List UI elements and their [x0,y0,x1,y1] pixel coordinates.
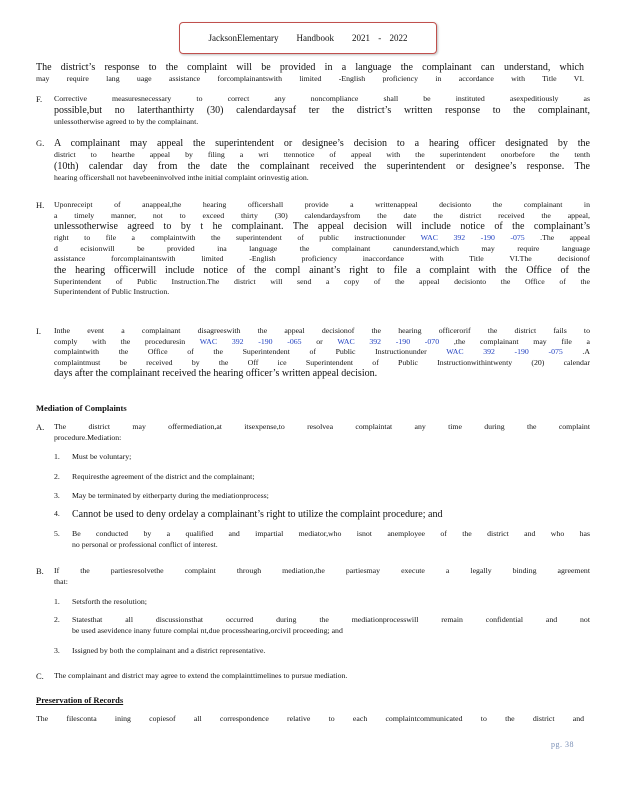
intro-line: The district’s response to the complaint will be provided in a language the complainant can understand, which [36,62,584,73]
item-line: assistance forcomplainantswith limited -English proficiency inaccordance with Title VI.The decisionof [54,254,590,263]
item-line: right to file a complaintwith the superintendent of public instructionunder WAC 392 -190 -075 .The appeal [54,233,590,242]
item-line: hearing officershall not havebeeninvolved inthe initial complaint orinvestig ation. [54,172,309,182]
item-line: Superintendent of Public Instruction. [54,287,170,296]
intro-line: may require lang uage assistance forcomplainantswith limited -English proficiency in accordance with Title VI. [36,74,584,83]
item-marker: B. [36,566,44,576]
item-marker: C. [36,671,44,681]
item-marker: A. [36,422,45,432]
item-line: the hearing officerwill include notice of the compl ainant’s right to file a complaint with the Office of the [54,264,590,276]
item-line: If the partiesresolvethe complaint through mediation,the partiesmay execute a legally binding agreement [54,566,590,575]
item-line: procedure.Mediation: [54,432,122,442]
item-marker: I. [36,326,41,336]
page-number: pg. 38 [551,740,574,749]
item-line: Corrective measuresnecessary to correct any noncompliance shall be instituted asexpeditiously as [54,94,590,103]
item-line: Superintendent of Public Instruction.The district will send a copy of the appeal decisionto the Office of the [54,276,590,286]
item-line: that: [54,576,68,586]
item-line: The complainant and district may agree to extend the complainttimelines to pursue mediation. [54,671,348,680]
intro-paragraph [36,62,584,85]
preservation-heading: Preservation of Records [36,695,124,705]
item-line: complaintmust be received by the Off ice Superintendent of Public Instructionwithintwenty (20) calendar [54,357,590,367]
item-line: d ecisionwill be provided ina language the complainant canunderstand,which may require language [54,243,590,253]
mediation-heading: Mediation of Complaints [36,403,127,413]
item-line: unlessotherwise agreed to by the complainant. [54,116,199,126]
handbook-page: JacksonElementary Handbook 2021 - 2022 The district’s response to the complaint will be provided in a language the complainant can understand, which may require lang uage assistance forcomplainantswith limited -English proficiency in accordance with Title VI. F. Corrective measuresnecessary to correct any noncompliance shall be instituted asexpeditiously as possible,but no laterthanthirty (30) calendardaysaf ter the district’s written response to the complainant, unlessotherwise agreed to by the complainant. G. A complainant may appeal the superintendent or designee’s decision to a hearing officer designated by the district to hearthe appeal by filing a wri ttennotice of appeal with the superintendent onorbefore the tenth (10th) calendar day from the date the complainant received the superintendent or designee’s response. The hearing officershall not havebeeninvolved inthe initial complaint orinvestig ation. H. Uponreceipt of anappeal,the hearing officershall provide a writtenappeal decisionto the complainant in a timely manner, not to exceed thirty (30) calendardaysfrom the date the district received the appeal, unlessotherwise agreed to by t he complainant. The appeal decision will include notice of the complainant’s right to file a complaintwith the superintendent of public instructionunder WAC 392 -190 -075 .The appeal d ecisionwill be provided ina language the complainant canunderstand,which may require language assistance forcomplainantswith limited -English proficiency inaccordance with Title VI.The decisionof the hearing officerwill include notice of the compl ainant’s right to file a complaint with the Office of the Superintendent of Public Instruction.The district will send a copy of the appeal decisionto the Office of the Superintendent of Public Instruction. I. Inthe event a complainant disagreeswith the appeal decisionof the hearing officerorif the district fails to comply with the proceduresin WAC 392 -190 -065 or WAC 392 -190 -070 ,the complainant may file a complaintwith the Office of the Superintendent of Public Instructionunder WAC 392 -190 -075 .A complaintmust be received by the Off ice Superintendent of Public Instructionwithintwenty (20) calendar days after the complainant received the hearing officer’s written appeal decision. Mediation of Complaints A. The district may offermediation,at itsexpense,to resolvea complaintat any time during the complaint procedure.Mediation: 1. Must be voluntary; 2. Requiresthe agreement of the district and the complainant; 3. May be terminated by eitherparty during the mediationprocess; 4. Cannot be used to deny ordelay a complainant’s right to utilize the complaint procedure; and 5. Be conducted by a qualified and impartial mediator,who isnot anemployee of the district and who has no personal or professional conflict of interest. B. If the partiesresolvethe complaint through mediation,the partiesmay execute a legally binding agreement that: 1. Setsforth the resolution; 2. Statesthat all discussionsthat occurred during the mediationprocesswill remain confidential and not be used asevidence inany future complai nt,due processhearing,orcivil proceeding; and 3. Issigned by both the complainant and a district representative. C. The complainant and district may agree to extend the complainttimelines to pursue mediation. Preservation of Records The filesconta ining copiesof all correspondence relative to each complaintcommunicated to the district and pg. 38 [0,0,618,800]
item-marker: F. [36,94,43,104]
header-title: Handbook [296,33,334,43]
item-line: district to hearthe appeal by filing a wri ttennotice of appeal with the superintendent onorbefore the tenth [54,150,590,159]
preservation-line: The filesconta ining copiesof all correspondence relative to each complaintcommunicated to the district and [36,714,584,723]
header-year: 2021 - 2022 [351,33,408,43]
header-school: JacksonElementary [208,33,279,43]
preservation-paragraph [36,714,584,725]
item-marker: G. [36,138,45,148]
item-line: a timely manner, not to exceed thirty (30) calendardaysfrom the date the district received the appeal, [54,210,590,220]
item-line: complaintwith the Office of the Superintendent of Public Instructionunder WAC 392 -190 -075 .A [54,347,590,356]
item-line: A complainant may appeal the superintendent or designee’s decision to a hearing officer designated by the [54,138,590,149]
item-line: unlessotherwise agreed to by t he complainant. The appeal decision will include notice of the complainant’s [54,221,590,232]
item-line: Uponreceipt of anappeal,the hearing officershall provide a writtenappeal decisionto the complainant in [54,200,590,209]
item-line: possible,but no laterthanthirty (30) calendardaysaf ter the district’s written response to the complainant, [54,104,590,116]
item-line: Inthe event a complainant disagreeswith the appeal decisionof the hearing officerorif the district fails to [54,326,590,335]
item-line: days after the complainant received the hearing officer’s written appeal decision. [54,368,378,379]
header-box [179,22,437,54]
item-line: (10th) calendar day from the date the complainant received the superintendent or designee’s response. The [54,160,590,172]
item-line: comply with the proceduresin WAC 392 -190 -065 or WAC 392 -190 -070 ,the complainant may file a [54,336,590,346]
item-marker: H. [36,200,45,210]
item-line: The district may offermediation,at itsexpense,to resolvea complaintat any time during the complaint [54,422,590,431]
